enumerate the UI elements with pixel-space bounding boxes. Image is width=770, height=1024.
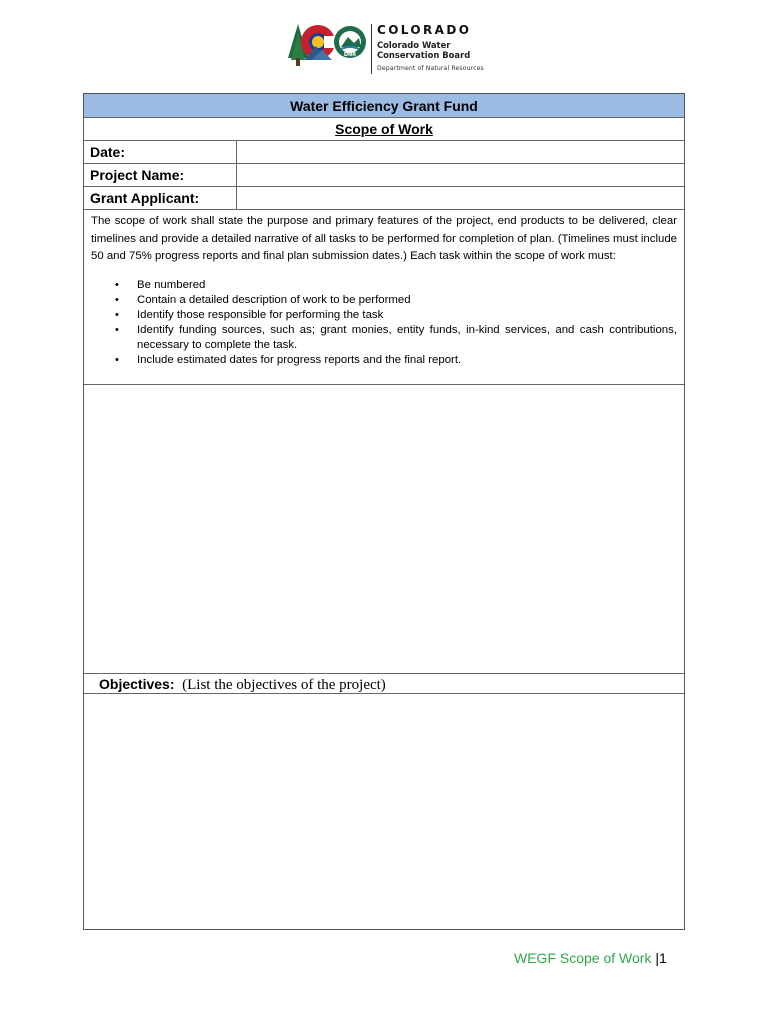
page-number: 1 <box>658 950 667 966</box>
page-footer <box>514 948 667 968</box>
instructions-text: The scope of work shall state the purpose and primary features of the project, end products to be delivered, clear timelines and provide a detailed narrative of all tasks to be performed for completion of plan. (Timelines must include 50 and 75% progress reports and final plan submission dates.) Each task within the scope of work must: <box>91 215 677 262</box>
date-row <box>84 141 684 164</box>
list-item: • Include estimated dates for progress reports and the final report. <box>137 353 677 368</box>
list-item: • Be numbered <box>137 278 677 293</box>
project-name-label: Project Name: <box>84 164 237 186</box>
date-label: Date: <box>84 141 237 163</box>
logo-subtitle-line1: Colorado Water <box>377 40 451 50</box>
list-item: • Identify funding sources, such as; grant monies, entity funds, in-kind services, and cash contributions, necessary to complete the task. <box>137 323 677 353</box>
logo-subtitle <box>377 40 484 60</box>
footer-separator: | <box>651 950 659 966</box>
grant-applicant-label: Grant Applicant: <box>84 187 237 209</box>
footer-title: WEGF Scope of Work <box>514 950 652 966</box>
objectives-hint <box>178 677 385 693</box>
dnr-badge-text: DNR <box>343 52 357 58</box>
logo-divider <box>371 24 372 74</box>
scope-of-work-form <box>83 93 685 930</box>
logo-text <box>377 23 484 72</box>
list-item: • Identify those responsible for performing the task <box>137 308 677 323</box>
instructions-block <box>84 210 684 385</box>
objectives-row <box>84 674 684 694</box>
date-field[interactable] <box>237 141 684 163</box>
scope-text-area[interactable] <box>84 385 684 674</box>
logo-title: COLORADO <box>377 23 472 37</box>
form-subheader: Scope of Work <box>84 118 684 141</box>
objectives-hint-text: (List the objectives of the project) <box>182 677 386 693</box>
requirements-list <box>91 278 677 368</box>
logo-emblem-icon <box>286 20 370 76</box>
logo-department: Department of Natural Resources <box>377 65 484 72</box>
grant-applicant-field[interactable] <box>237 187 684 209</box>
colorado-logo <box>286 20 486 76</box>
list-item: • Contain a detailed description of work to be performed <box>137 293 677 308</box>
form-header: Water Efficiency Grant Fund <box>84 94 684 118</box>
project-name-field[interactable] <box>237 164 684 186</box>
logo-subtitle-line2: Conservation Board <box>377 50 471 60</box>
project-name-row <box>84 164 684 187</box>
grant-applicant-row <box>84 187 684 210</box>
objectives-text-area[interactable] <box>84 694 684 929</box>
objectives-label: Objectives: <box>99 676 175 692</box>
